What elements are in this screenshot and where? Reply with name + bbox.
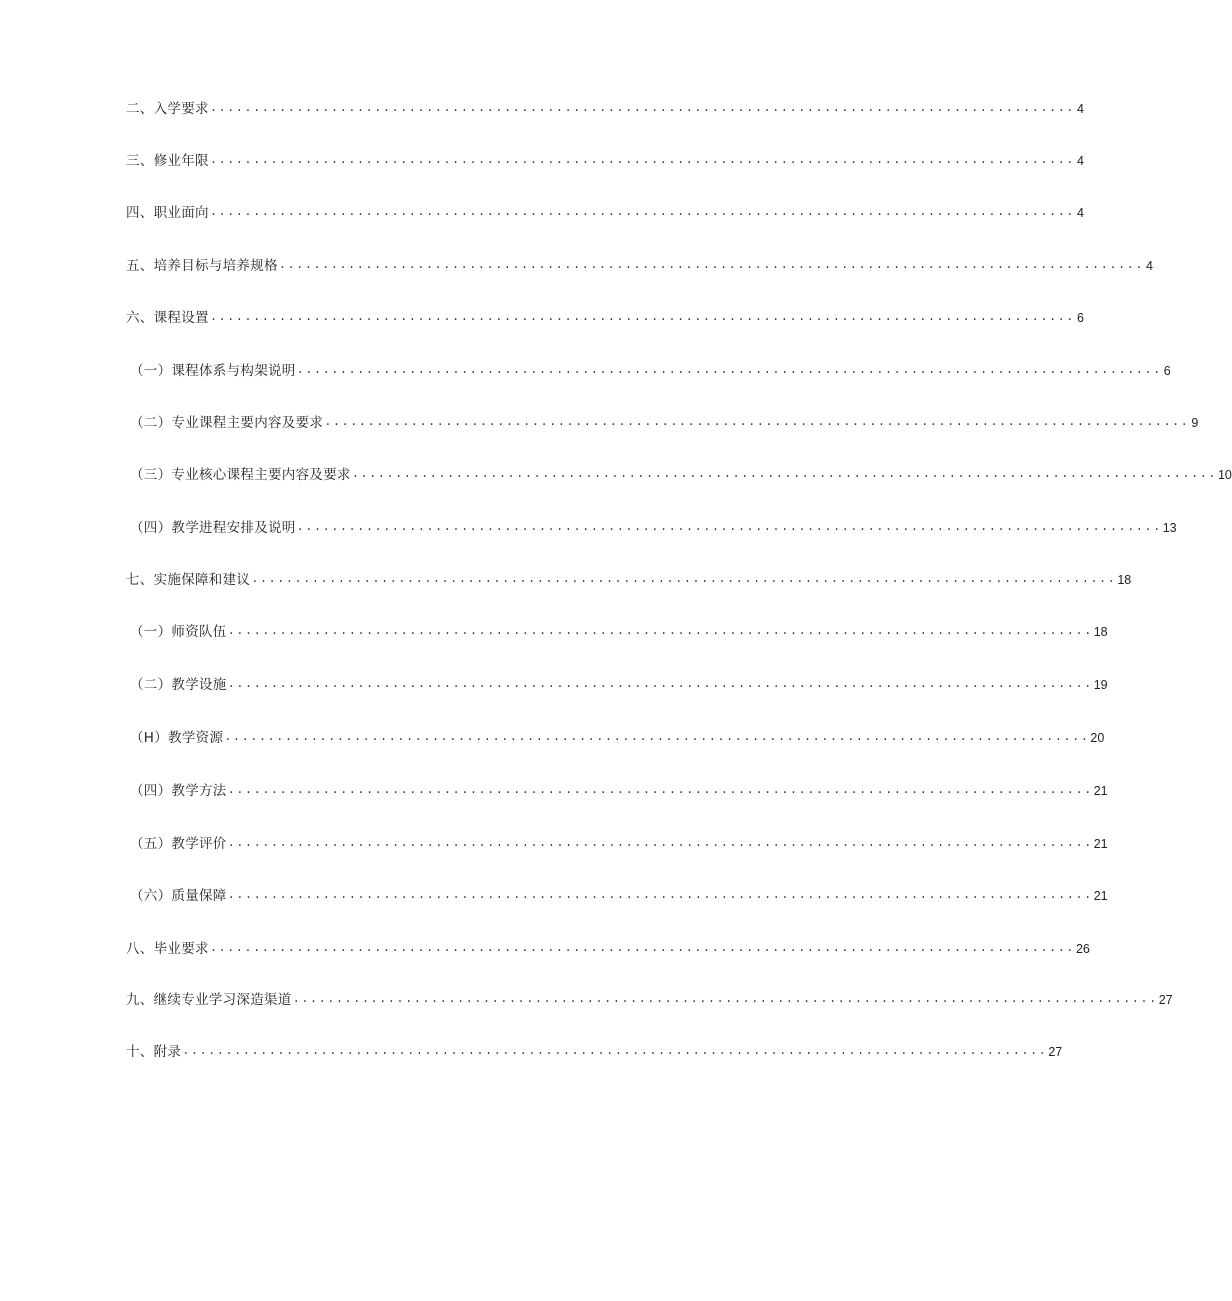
- toc-leader-dots: ....................................................................................................: [296, 520, 1162, 534]
- toc-entry-title: 十、附录: [126, 1044, 182, 1060]
- toc-leader-dots: ....................................................................................................: [296, 363, 1162, 377]
- toc-entry-page: 18: [1117, 573, 1132, 587]
- toc-leader-dots: ....................................................................................................: [227, 624, 1093, 638]
- toc-entry-page: 4: [1076, 154, 1084, 168]
- toc-entry-title: 七、实施保障和建议: [126, 572, 251, 588]
- toc-entry[interactable]: [126, 308, 1084, 328]
- toc-entry[interactable]: [130, 518, 1177, 538]
- toc-entry[interactable]: [126, 939, 1090, 959]
- toc-entry-page: 20: [1090, 731, 1105, 745]
- toc-entry-page: 4: [1145, 259, 1153, 273]
- toc-leader-dots: ....................................................................................................: [278, 258, 1144, 272]
- toc-leader-dots: ....................................................................................................: [292, 992, 1158, 1006]
- toc-entry[interactable]: [126, 990, 1173, 1010]
- toc-entry-title: （六）质量保障: [130, 888, 227, 904]
- toc-entry-title: （二）教学设施: [130, 677, 227, 693]
- toc-leader-dots: ....................................................................................................: [227, 836, 1093, 850]
- toc-entry-title: （一）师资队伍: [130, 624, 227, 640]
- toc-entry-page: 4: [1076, 102, 1084, 116]
- toc-leader-dots: ....................................................................................................: [324, 415, 1190, 429]
- toc-entry[interactable]: [126, 256, 1153, 276]
- toc-entry[interactable]: [130, 834, 1108, 854]
- toc-entry-title: （一）课程体系与构架说明: [130, 363, 296, 379]
- toc-entry-page: 26: [1075, 942, 1090, 956]
- toc-leader-dots: ....................................................................................................: [227, 783, 1093, 797]
- toc-leader-dots: ....................................................................................................: [209, 310, 1075, 324]
- toc-entry[interactable]: [130, 886, 1108, 906]
- toc-entry[interactable]: [130, 675, 1108, 695]
- toc-entry[interactable]: [130, 781, 1108, 801]
- toc-entry-page: 27: [1158, 993, 1173, 1007]
- toc-leader-dots: ....................................................................................................: [227, 677, 1093, 691]
- toc-entry-title: 五、培养目标与培养规格: [126, 258, 278, 274]
- toc-entry-title: （五）教学评价: [130, 836, 227, 852]
- toc-entry-page: 6: [1163, 364, 1171, 378]
- toc-entry-title: 九、继续专业学习深造渠道: [126, 992, 292, 1008]
- toc-entry-page: 9: [1191, 416, 1199, 430]
- toc-entry-page: 21: [1093, 889, 1108, 903]
- toc-leader-dots: ....................................................................................................: [209, 205, 1075, 219]
- toc-leader-dots: ....................................................................................................: [224, 730, 1090, 744]
- toc-entry-page: 27: [1048, 1045, 1063, 1059]
- toc-entry-title: 六、课程设置: [126, 310, 209, 326]
- toc-entry[interactable]: [130, 361, 1171, 381]
- toc-leader-dots: ....................................................................................................: [182, 1044, 1048, 1058]
- toc-entry-page: 21: [1093, 837, 1108, 851]
- toc-entry-title: （H）教学资源: [130, 730, 224, 746]
- toc-leader-dots: ....................................................................................................: [251, 572, 1117, 586]
- toc-leader-dots: ....................................................................................................: [351, 467, 1217, 481]
- toc-entry-page: 19: [1093, 678, 1108, 692]
- toc-entry-page: 6: [1076, 311, 1084, 325]
- toc-entry[interactable]: [130, 465, 1232, 485]
- toc-entry-title: （二）专业课程主要内容及要求: [130, 415, 324, 431]
- toc-leader-dots: ....................................................................................................: [209, 153, 1075, 167]
- toc-entry-page: 4: [1076, 206, 1084, 220]
- toc-leader-dots: ....................................................................................................: [227, 888, 1093, 902]
- toc-entry[interactable]: [126, 99, 1084, 119]
- toc-entry-title: （四）教学方法: [130, 783, 227, 799]
- toc-entry-page: 18: [1093, 625, 1108, 639]
- toc-entry-page: 13: [1162, 521, 1177, 535]
- toc-entry-title: 八、毕业要求: [126, 941, 209, 957]
- toc-entry-title: 二、入学要求: [126, 101, 209, 117]
- toc-entry[interactable]: [126, 151, 1084, 171]
- toc-entry-title: （三）专业核心课程主要内容及要求: [130, 467, 351, 483]
- toc-leader-dots: ....................................................................................................: [209, 941, 1075, 955]
- toc-entry[interactable]: [126, 1042, 1063, 1062]
- toc-entry-title: 四、职业面向: [126, 205, 209, 221]
- toc-entry-title: 三、修业年限: [126, 153, 209, 169]
- toc-entry[interactable]: [126, 570, 1132, 590]
- toc-entry-page: 21: [1093, 784, 1108, 798]
- toc-entry[interactable]: [130, 728, 1105, 748]
- toc-entry-page: 10: [1217, 468, 1232, 482]
- toc-entry[interactable]: [130, 413, 1199, 433]
- toc-entry-title: （四）教学进程安排及说明: [130, 520, 296, 536]
- toc-entry[interactable]: [130, 622, 1108, 642]
- toc-leader-dots: ....................................................................................................: [209, 101, 1075, 115]
- toc-entry[interactable]: [126, 203, 1084, 223]
